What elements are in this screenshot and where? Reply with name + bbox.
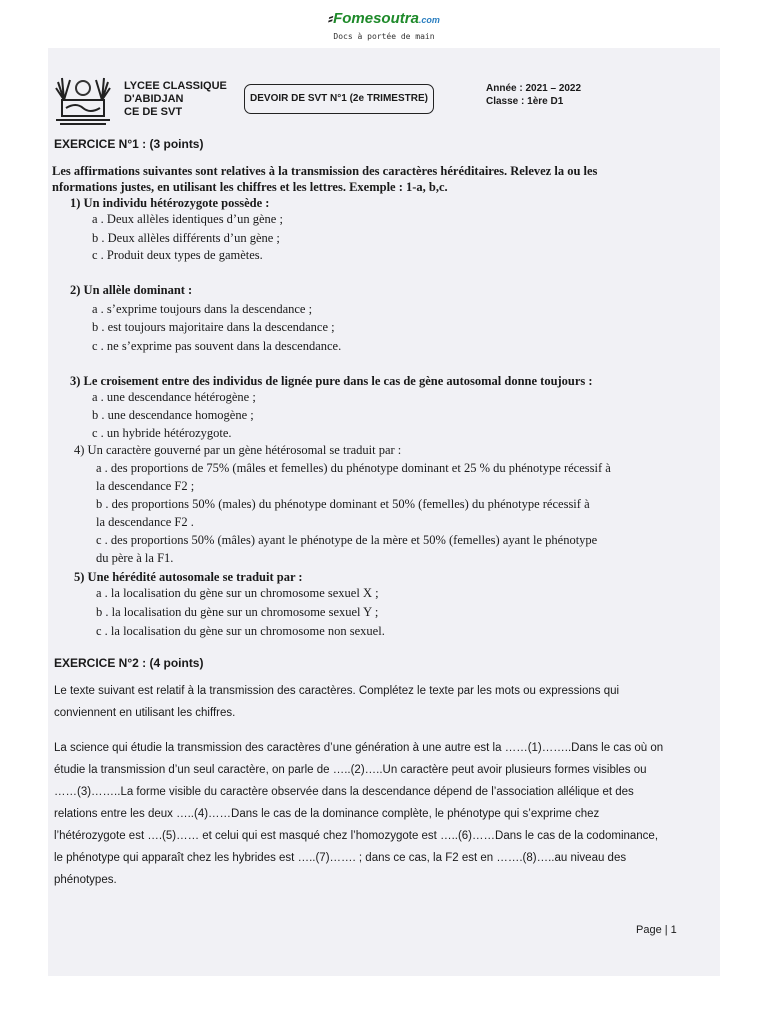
exercise-2-intro-line-2: conviennent en utilisant les chiffres. (54, 707, 236, 719)
question-4-option-b-cont: la descendance F2 . (96, 515, 194, 529)
fill-in-text-line-2: étudie la transmission d’un seul caractère, on parle de …..(2)…..Un caractère peut avoir plusieurs formes visibles ou (54, 764, 647, 776)
question-1-option-c: c . Produit deux types de gamètes. (92, 248, 263, 262)
fill-in-text-line-6: le phénotype qui apparaît chez les hybrides est …..(7)……. ; dans ce cas, la F2 est en …….(8)…..au niveau des (54, 852, 627, 864)
page-number: Page | 1 (636, 924, 677, 936)
question-3-option-b: b . une descendance homogène ; (92, 408, 254, 422)
fill-in-text-line-5: l’hétérozygote est ….(5)…… et celui qui est masqué chez l’homozygote est …..(6)……Dans le cas de la codominance, (54, 830, 659, 842)
question-3-option-a: a . une descendance hétérogène ; (92, 390, 256, 404)
question-3-option-c: c . un hybride hétérozygote. (92, 426, 232, 440)
question-2-option-a: a . s’exprime toujours dans la descendance ; (92, 302, 313, 316)
fill-in-text-line-7: phénotypes. (54, 874, 117, 886)
school-name: LYCEE CLASSIQUE D'ABIDJAN CE DE SVT (124, 80, 227, 118)
fill-in-text-line-1: La science qui étudie la transmission des caractères d’une génération à une autre est la ……(1)……..Dans le cas où on (54, 742, 664, 754)
question-1-stem: 1) Un individu hétérozygote possède : (70, 196, 270, 210)
question-3-stem: 3) Le croisement entre des individus de lignée pure dans le cas de gène autosomal donne toujours : (70, 374, 593, 388)
school-year: Année : 2021 – 2022 (486, 83, 582, 94)
class-label: Classe : 1ère D1 (486, 96, 564, 107)
question-5-option-b: b . la localisation du gène sur un chromosome sexuel Y ; (96, 605, 379, 619)
question-2-option-c: c . ne s’exprime pas souvent dans la descendance. (92, 339, 342, 353)
school-year-block (486, 82, 581, 108)
question-1-option-b: b . Deux allèles différents d’un gène ; (92, 231, 280, 245)
question-1-option-a: a . Deux allèles identiques d’un gène ; (92, 212, 283, 226)
question-2-option-b: b . est toujours majoritaire dans la descendance ; (92, 320, 335, 334)
question-5-option-a: a . la localisation du gène sur un chromosome sexuel X ; (96, 586, 379, 600)
exam-title-box: DEVOIR DE SVT N°1 (2e TRIMESTRE) (244, 84, 434, 114)
question-4-option-a: a . des proportions de 75% (mâles et femelles) du phénotype dominant et 25 % du phénotype récessif à (96, 461, 611, 475)
exercise-1-intro-line-2: nformations justes, en utilisant les chiffres et les lettres. Exemple : 1-a, b,c. (52, 180, 448, 194)
fill-in-text-line-3: ……(3)……..La forme visible du caractère observée dans la descendance dépend de l’association allélique et des (54, 786, 634, 798)
exercise-1-title: EXERCICE N°1 : (3 points) (54, 137, 204, 151)
exercise-2-title: EXERCICE N°2 : (4 points) (54, 656, 204, 670)
question-5-stem: 5) Une hérédité autosomale se traduit par : (74, 570, 303, 584)
exercise-2-intro-line-1: Le texte suivant est relatif à la transmission des caractères. Complétez le texte par les mots ou expressions qui (54, 685, 620, 697)
question-5-option-c: c . la localisation du gène sur un chromosome non sexuel. (96, 624, 385, 638)
question-4-option-a-cont: la descendance F2 ; (96, 479, 195, 493)
question-4-option-b: b . des proportions 50% (males) du phénotype dominant et 50% (femelles) du phénotype récessif à (96, 497, 590, 511)
site-logo[interactable]: ⸗Fomesoutra.com (328, 10, 440, 27)
exercise-1-intro-line-1: Les affirmations suivantes sont relatives à la transmission des caractères héréditaires. Relevez la ou les (52, 164, 598, 178)
site-header (0, 10, 768, 41)
question-4-option-c-cont: du père à la F1. (96, 551, 174, 565)
school-crest-icon (52, 74, 114, 130)
site-tagline: Docs à portée de main (333, 32, 435, 41)
fill-in-text-line-4: relations entre les deux …..(4)……Dans le cas de la dominance complète, le phénotype qui s’exprime chez (54, 808, 600, 820)
question-2-stem: 2) Un allèle dominant : (70, 283, 193, 297)
question-4-option-c: c . des proportions 50% (mâles) ayant le phénotype de la mère et 50% (femelles) ayant le phénotype (96, 533, 598, 547)
question-4-stem: 4) Un caractère gouverné par un gène hétérosomal se traduit par : (74, 443, 402, 457)
